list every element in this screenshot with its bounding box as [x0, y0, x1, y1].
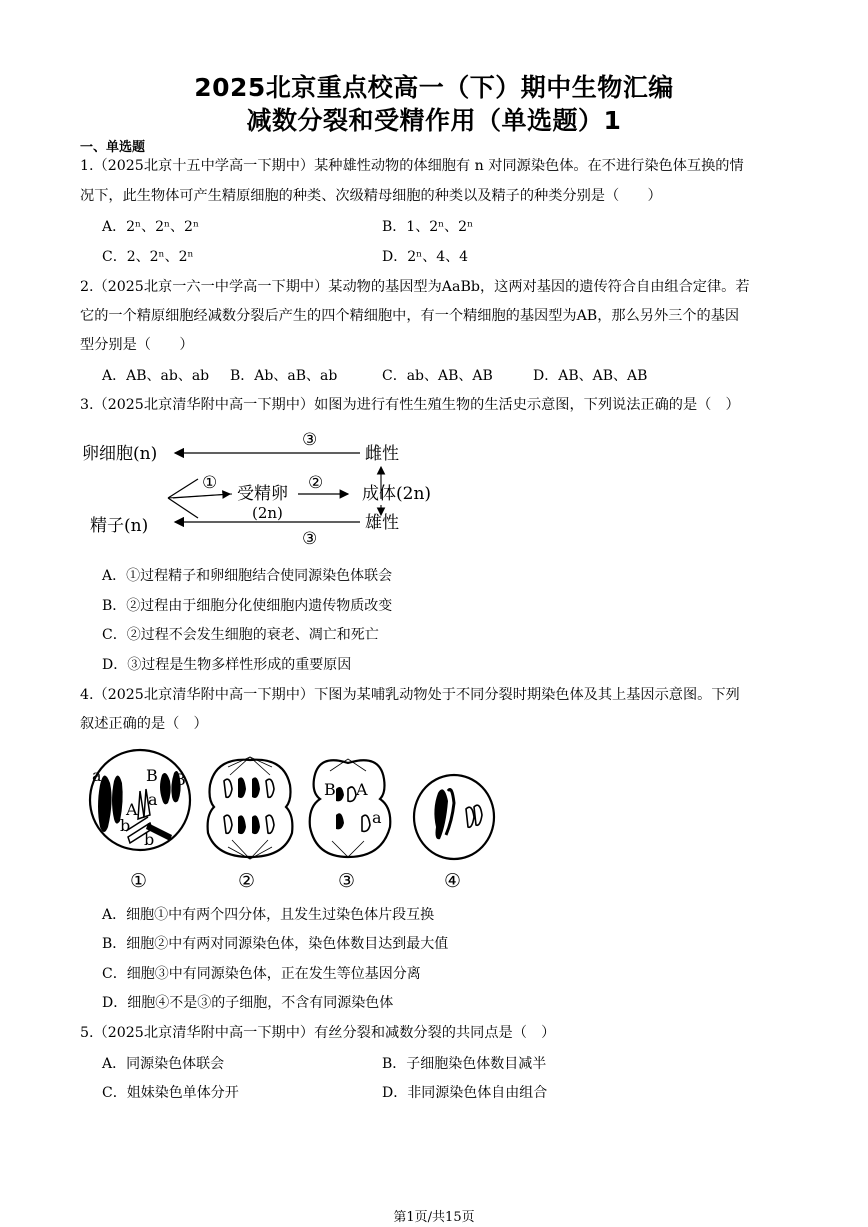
question-3-line-1: 3.（2025北京清华附中高一下期中）如图为进行有性生殖生物的生活史示意图，下列说法正确的是（ ）: [80, 397, 740, 413]
diagram-step2: ②: [308, 473, 324, 493]
question-2-line-3: 型分别是（ ）: [80, 337, 194, 353]
page-subtitle: 减数分裂和受精作用（单选题）1: [246, 106, 622, 135]
q1-option-b[interactable]: B．1、2ⁿ、2ⁿ: [382, 219, 474, 235]
q1-option-c[interactable]: C．2、2ⁿ、2ⁿ: [102, 249, 194, 265]
page-title: 2025北京重点校高一（下）期中生物汇编: [194, 73, 674, 102]
gene-b-4: b: [144, 830, 155, 849]
diagram-step1: ①: [202, 473, 218, 493]
page-number: 第1页/共15页: [393, 1210, 475, 1225]
q4-option-c[interactable]: C．细胞③中有同源染色体，正在发生等位基因分离: [102, 966, 421, 982]
q2-option-a[interactable]: A．AB、ab、ab: [102, 368, 210, 384]
question-5-line-1: 5.（2025北京清华附中高一下期中）有丝分裂和减数分裂的共同点是（ ）: [80, 1025, 556, 1041]
gene-a-1: a: [92, 766, 102, 785]
question-4-line-1: 4.（2025北京清华附中高一下期中）下图为某哺乳动物处于不同分裂时期染色体及其上基因示意图。下列: [80, 687, 740, 703]
q5-option-b[interactable]: B．子细胞染色体数目减半: [382, 1056, 547, 1072]
q4-option-b[interactable]: B．细胞②中有两对同源染色体，染色体数目达到最大值: [102, 936, 449, 952]
gene-a-2: A: [126, 800, 138, 819]
diagram-step3-bottom: ③: [302, 529, 318, 549]
q3-option-b[interactable]: B．②过程由于细胞分化使细胞内遗传物质改变: [102, 598, 393, 614]
q3-option-c[interactable]: C．②过程不会发生细胞的衰老、凋亡和死亡: [102, 627, 379, 643]
diagram-egg-label: 卵细胞(n): [82, 444, 158, 464]
diagram-step3-top: ③: [302, 430, 318, 450]
q3-option-a[interactable]: A．①过程精子和卵细胞结合使同源染色体联会: [102, 568, 393, 584]
question-2-line-1: 2.（2025北京一六一中学高一下期中）某动物的基因型为AaBb，这两对基因的遗传符合自由组合定律。若: [80, 279, 750, 295]
diagram-zygote-label: 受精卵: [237, 484, 288, 504]
gene-a-5: a: [372, 808, 382, 827]
cell-label-4: ④: [444, 870, 462, 892]
diagram-zygote-ploidy: (2n): [252, 504, 283, 522]
q5-option-a[interactable]: A．同源染色体联会: [102, 1056, 225, 1072]
cell-label-1: ①: [130, 870, 148, 892]
question-2-line-2: 它的一个精原细胞经减数分裂后产生的四个精细胞中，有一个精细胞的基因型为AB，那么另外三个的基因: [80, 308, 740, 324]
cell-2: [208, 757, 293, 859]
section-title: 一、单选题: [80, 140, 146, 155]
gene-b-5: B: [324, 780, 336, 799]
cell-division-figure: [80, 745, 500, 895]
cell-4: [414, 775, 494, 859]
gene-a-3: a: [148, 790, 158, 809]
cell-label-2: ②: [238, 870, 256, 892]
q5-option-c[interactable]: C．姐妹染色单体分开: [102, 1085, 239, 1101]
q2-option-b[interactable]: B．Ab、aB、ab: [230, 368, 338, 384]
life-cycle-diagram: [80, 422, 460, 552]
cell-1: [90, 750, 190, 850]
diagram-sperm-label: 精子(n): [90, 516, 149, 536]
gene-b-1: B: [146, 766, 158, 785]
q4-option-d[interactable]: D．细胞④不是③的子细胞，不含有同源染色体: [102, 995, 394, 1011]
cell-3: [310, 759, 391, 857]
q1-option-d[interactable]: D．2ⁿ、4、4: [382, 249, 469, 265]
cell-label-3: ③: [338, 870, 356, 892]
gene-a-4: A: [356, 780, 368, 799]
gene-b-3: b: [120, 816, 131, 835]
q2-option-c[interactable]: C．ab、AB、AB: [382, 368, 493, 384]
diagram-female-label: 雌性: [365, 444, 399, 464]
question-1-line-2: 况下，此生物体可产生精原细胞的种类、次级精母细胞的种类以及精子的种类分别是（ ）: [80, 188, 662, 204]
q1-option-a[interactable]: A．2ⁿ、2ⁿ、2ⁿ: [102, 219, 200, 235]
diagram-adult-label: 成体(2n): [362, 484, 432, 504]
q3-option-d[interactable]: D．③过程是生物多样性形成的重要原因: [102, 657, 352, 673]
q4-option-a[interactable]: A．细胞①中有两个四分体，且发生过染色体片段互换: [102, 907, 435, 923]
q2-option-d[interactable]: D．AB、AB、AB: [533, 368, 648, 384]
question-1-line-1: 1.（2025北京十五中学高一下期中）某种雄性动物的体细胞有 n 对同源染色体。在不进行染色体互换的情: [80, 158, 744, 174]
gene-b-2: B: [174, 770, 186, 789]
question-4-line-2: 叙述正确的是（ ）: [80, 716, 208, 732]
q5-option-d[interactable]: D．非同源染色体自由组合: [382, 1085, 548, 1101]
diagram-male-label: 雄性: [365, 513, 399, 533]
